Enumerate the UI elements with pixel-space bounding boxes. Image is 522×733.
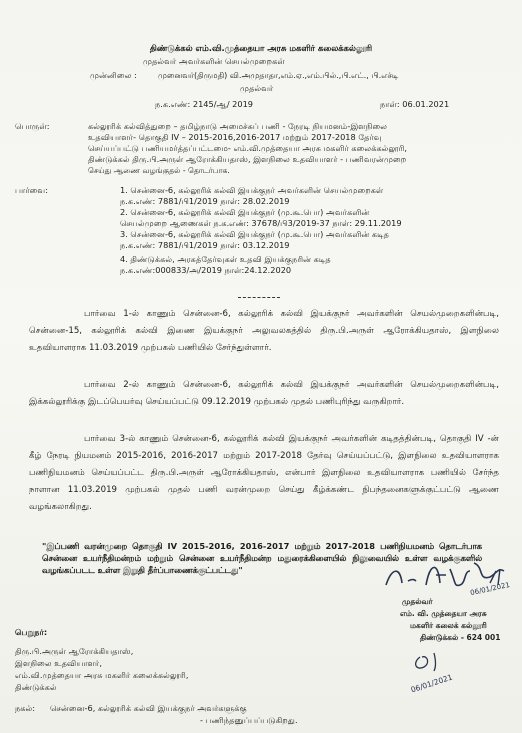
designation: முதல்வர்	[240, 83, 274, 93]
recipient-label: பெறுநர்:	[15, 627, 48, 637]
stamp-title: முதல்வர்	[402, 597, 433, 606]
recipient-line: திரு.பி.அருள் ஆரோக்கியதாஸ்,	[15, 646, 134, 656]
recipient-line: இளநிலை உதவியாளர்,	[15, 658, 102, 668]
presence-label: முன்னிலை :	[90, 70, 137, 80]
separator-line	[238, 297, 280, 298]
copy-text: சென்னை-6, கல்லூரிக் கல்வி இயக்குநர் அவர்களுக்கு	[50, 703, 247, 713]
reference-date: நாள்: 06.01.2021	[380, 99, 450, 109]
stamp-line: திண்டுக்கல் - 624 001	[420, 633, 501, 642]
body-paragraph-3: பார்வை 3-ல் காணும் சென்னை-6, கல்லூரிக் கல்வி இயக்குநர் அவர்களின் கடிதத்தின்படி, தொகுதி IV -ன் கீழ் நேரடி நியமனம் 2015-2016, 2016-2017 மற்றும் 2017-2018 தேர்வு செய்யப்பட்டு, இளநிலை உதவியாளராக பணிநியமனம் செய்யப்பட்ட திரு.பி.அருள் ஆரோக்கியதாஸ், என்பார் இளநிலை உதவியாளராக பணியில் சேர்ந்த நாளான 11.03.2019 முற்பகல் முதல் பணி வரன்முறை செய்து கீழ்க்கண்ட நிபந்தனைகளுக்குட்பட்டு ஆணை வழங்கலாகிறது.	[29, 434, 499, 512]
reference-item: செயல்முறை ஆணைகள் ந.க.எண்: 37678/பி3/2019-37 நாள்: 29.11.2019	[120, 218, 402, 228]
recipient-line: எம்.வி.முத்தையா அரசு மகளிர் கலைக்கல்லூரி,	[15, 670, 189, 680]
reference-item: ந.க.எண்: 7881/பி1/2019 நாள்: 03.12.2019	[120, 240, 290, 250]
subject-line: கல்லூரிக் கல்வித்துறை – தமிழ்நாடு அமைச்சுப் பணி - நேரடி நியமனம்-இளநிலை	[88, 121, 388, 131]
body-paragraph-1: பார்வை 1-ல் காணும் சென்னை-6, கல்லூரிக் கல்வி இயக்குநர் அவர்களின் செயல்முறைகளின்படி, சென்னை-15, கல்லூரிக் கல்வி இணை இயக்குநர் அலுவலகத்தில் திரு.பி.அருள் ஆரோக்கியதாஸ், இளநிலை உதவியாளராக 11.03.2019 முற்பகல் பணியில் சேர்ந்துள்ளார்.	[29, 309, 499, 353]
reference-item: ந.க.எண்: 7881/பி1/2019 நாள்: 28.02.2019	[120, 196, 290, 206]
subject-line: செய்து ஆணை வழங்குதல் - தொடர்பாக.	[88, 166, 230, 175]
copy-text-2: - பணிந்தனுப்பப்படுகிறது.	[200, 715, 298, 725]
institution-name: திண்டுக்கல் எம்.வி.முத்தையா அரசு மகளிர் கலைக்கல்லூரி	[149, 43, 373, 53]
subject-line: செய்யப்பட்டு பணியமர்த்தப்பட்டமை- எம்.வி.முத்தையா அரசு மகளிர் கலைக்கல்லூரி,	[88, 143, 407, 153]
references-label: பார்வை:	[15, 185, 48, 195]
recipient-line: திண்டுக்கல்	[15, 682, 57, 692]
received-date: 06/01/2021	[409, 672, 454, 695]
reference-item: 2. சென்னை-6, கல்லூரிக் கல்வி இயக்குநர் (மு.கூ.பொ) அவர்களின்	[120, 207, 370, 217]
handwritten-date: 06/01/2021	[469, 580, 511, 598]
subject-label: பொருள்:	[15, 121, 50, 131]
reference-number: ந.க.எண்: 2145/ஆ/ 2019	[155, 99, 254, 109]
stamp-line: எம். வி. முத்தையா அரசு	[400, 609, 487, 618]
reference-item: ந.க.எண்:000833/அ/2019 நாள்:24.12.2020	[120, 265, 292, 275]
condition-clause: "இப்பணி வரன்முறை தொகுதி IV 2015-2016, 2016-2017 மற்றும் 2017-2018 பணிநியமனம் தொடர்பாக சென்னை உயர்நீதிமன்றம் மற்றும் சென்னை உயர்நீதிமன்ற மதுரைக்கிளையில் நிலுவையில் உள்ள வழக்குகளில் வழங்கப்படட உள்ள இறுதி தீர்ப்பாணைக்குட்பட்டது"	[42, 541, 482, 575]
presence-name: முனைவர்(திருமதி) வி.அமுதாதா,எம்.ஏ.,எம்.பில்.,பி.எட்., பி.எச்டி	[158, 71, 399, 80]
reference-item: 4. திண்டுக்கல், அரசுத்தேர்வுகள் உதவி இயக்குநரின் கடித	[120, 254, 331, 264]
subject-line: உதவியாளர்- தொகுதி IV – 2015-2016,2016-2017 மற்றும் 2017-2018 தேர்வு	[88, 132, 382, 142]
office-title: முதல்வர் அவர்களின் செயல்முறைகள்	[143, 56, 285, 66]
stamp-line: மகளிர் கலைக் கல்லூரி	[410, 621, 487, 630]
copy-label: நகல்:	[15, 703, 36, 713]
body-paragraph-2: பார்வை 2-ல் காணும் சென்னை-6, கல்லூரிக் கல்வி இயக்குநர் அவர்களின் செயல்முறைகளின்படி, இக்கல்லூரிக்கு இடப்பெயர்வு செய்யப்பட்டு 09.12.2019 முற்பகல் முதல் பணிபுரிந்து வருகிறார்.	[29, 380, 499, 407]
reference-item: 3. சென்னை-6, கல்லூரிக் கல்வி இயக்குநர் (மு.கூ.பொ) அவர்களின் கடித	[120, 229, 390, 239]
reference-item: 1. சென்னை-6, கல்லூரிக் கல்வி இயக்குநர் அவர்களின் செயல்முறைகள்	[120, 185, 384, 195]
subject-line: திண்டுக்கல் திரு.பி.அருள் ஆரோக்கியதாஸ், இளநிலை உதவியாளர் - பணிவரன்முறை	[88, 154, 407, 164]
